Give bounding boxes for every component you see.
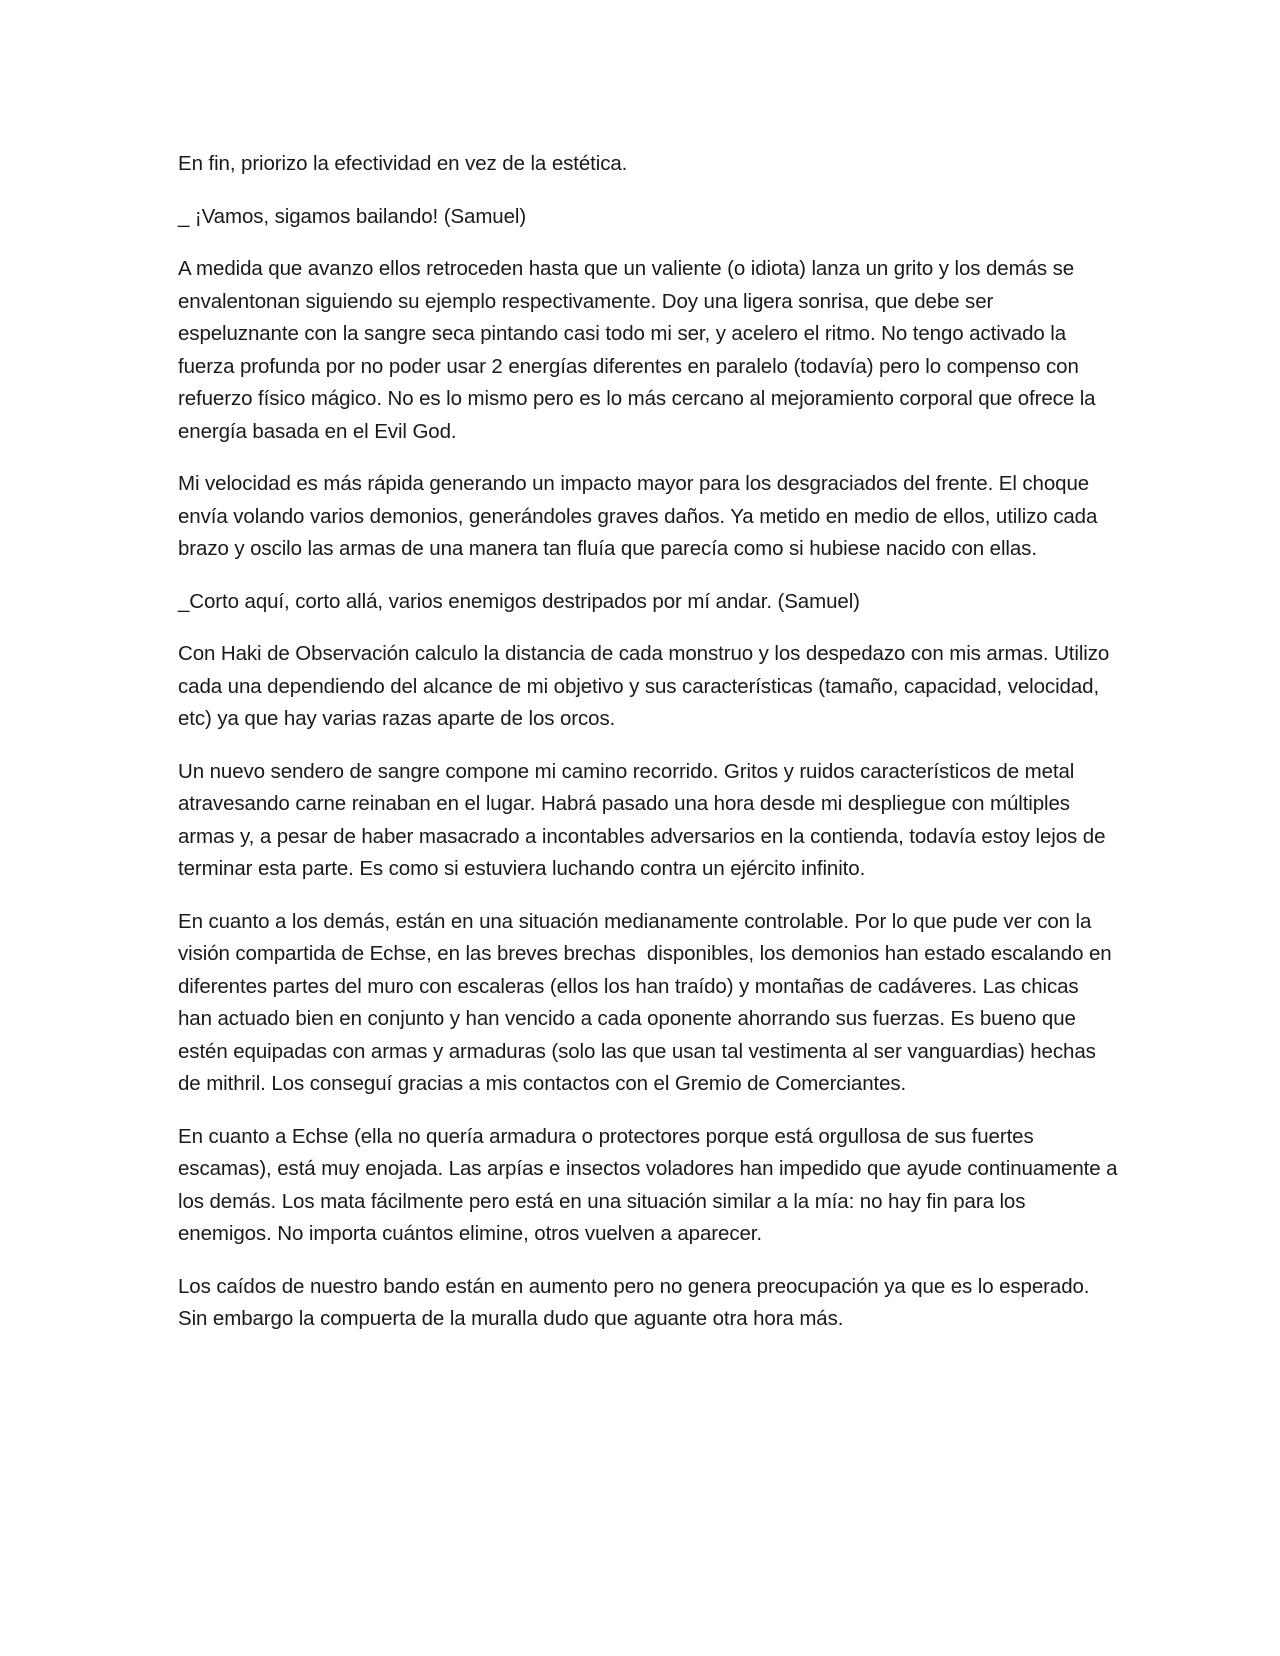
dialogue-line: _ ¡Vamos, sigamos bailando! (Samuel): [178, 204, 527, 228]
paragraph: En fin, priorizo la efectividad en vez de la estética.: [178, 152, 628, 175]
paragraph: En cuanto a Echse (ella no quería armadura o protectores porque está orgullosa de sus fuertes escamas), está muy enojada. Las arpías e insectos voladores han impedido que ayude continuamente a los demás. Los mata fácilmente pero está en una situación similar a la mía: no hay fin para los enemigos. No importa cuántos elimine, otros vuelven a aparecer.: [178, 1124, 1124, 1245]
paragraph: Con Haki de Observación calculo la distancia de cada monstruo y los despedazo con mis armas. Utilizo cada una dependiendo del alcance de mi objetivo y sus características (tamaño, capacidad, velocidad, etc) ya que hay varias razas aparte de los orcos.: [178, 642, 1115, 730]
dialogue-line: _Corto aquí, corto allá, varios enemigos destripados por mí andar. (Samuel): [178, 589, 860, 613]
document-page: [178, 148, 1124, 1356]
paragraph: En cuanto a los demás, están en una situación medianamente controlable. Por lo que pude ver con la visión compartida de Echse, en las breves brechas disponibles, los demonios han estado escalando en diferentes partes del muro con escaleras (ellos los han traído) y montañas de cadáveres. Las chicas han actuado bien en conjunto y han vencido a cada oponente ahorrando sus fuerzas. Es bueno que estén equipadas con armas y armaduras (solo las que usan tal vestimenta al ser vanguardias) hechas de mithril. Los conseguí gracias a mis contactos con el Gremio de Comerciantes.: [178, 909, 1118, 1095]
paragraph: A medida que avanzo ellos retroceden hasta que un valiente (o idiota) lanza un grito y los demás se envalentonan siguiendo su ejemplo respectivamente. Doy una ligera sonrisa, que debe ser espeluznante con la sangre seca pintando casi todo mi ser, y acelero el ritmo. No tengo activado la fuerza profunda por no poder usar 2 energías diferentes en paralelo (todavía) pero lo compenso con refuerzo físico mágico. No es lo mismo pero es lo más cercano al mejoramiento corporal que ofrece la energía basada en el Evil God.: [178, 257, 1102, 443]
paragraph: Mi velocidad es más rápida generando un impacto mayor para los desgraciados del frente. El choque envía volando varios demonios, generándoles graves daños. Ya metido en medio de ellos, utilizo cada brazo y oscilo las armas de una manera tan fluía que parecía como si hubiese nacido con ellas.: [178, 472, 1103, 560]
paragraph: Un nuevo sendero de sangre compone mi camino recorrido. Gritos y ruidos característicos de metal atravesando carne reinaban en el lugar. Habrá pasado una hora desde mi despliegue con múltiples armas y, a pesar de haber masacrado a incontables adversarios en la contienda, todavía estoy lejos de terminar esta parte. Es como si estuviera luchando contra un ejército infinito.: [178, 759, 1111, 880]
paragraph: Los caídos de nuestro bando están en aumento pero no genera preocupación ya que es lo esperado. Sin embargo la compuerta de la muralla dudo que aguante otra hora más.: [178, 1274, 1095, 1330]
